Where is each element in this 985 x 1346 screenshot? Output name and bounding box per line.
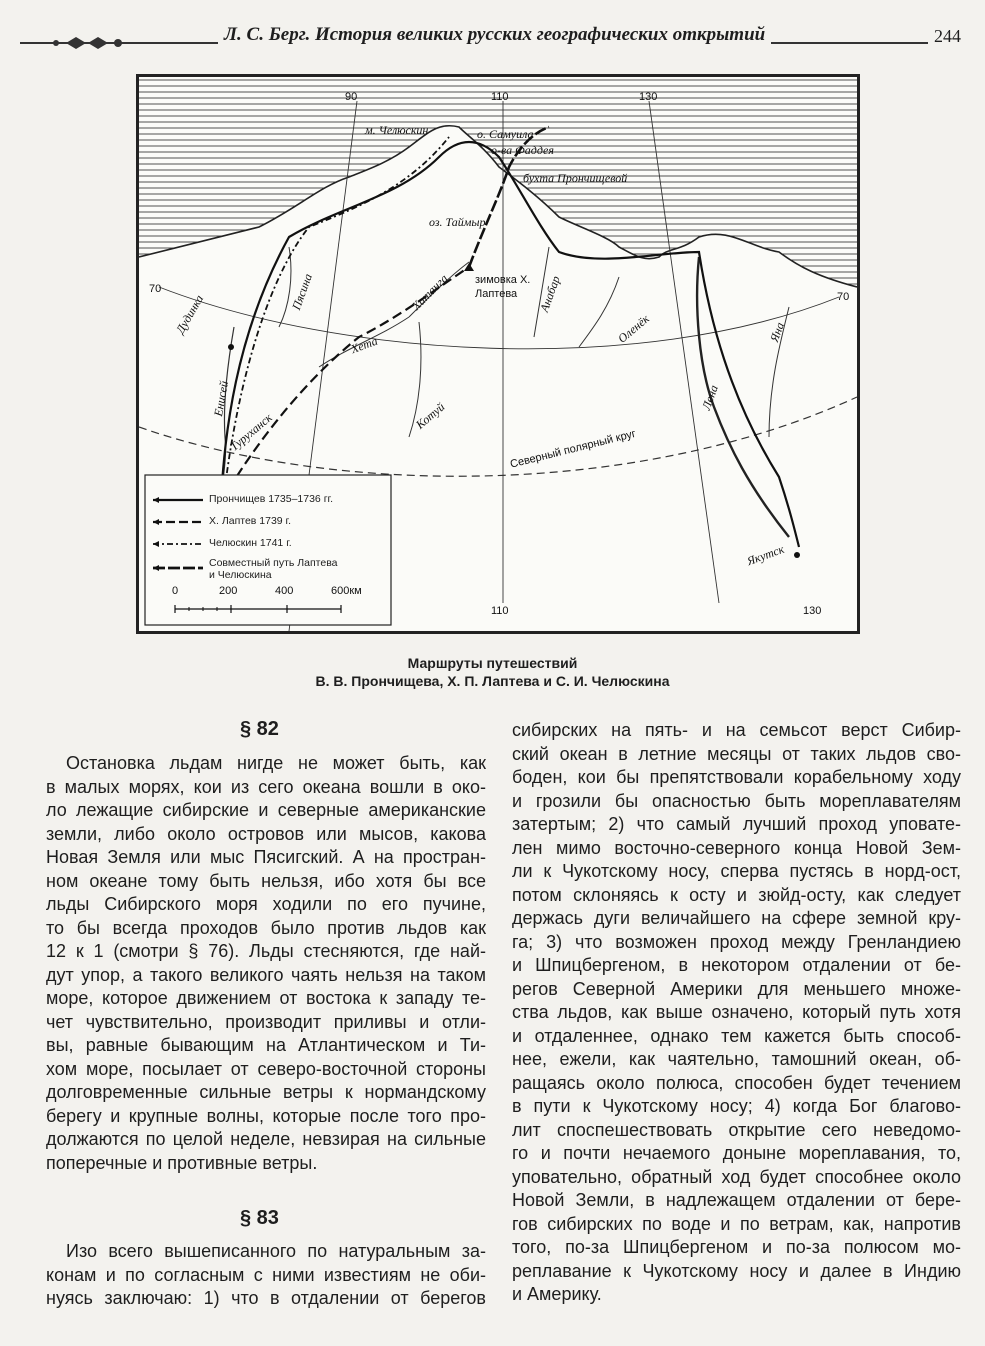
running-header	[0, 18, 985, 58]
yakutsk-marker	[794, 552, 800, 558]
label-kheta: Хета	[349, 333, 380, 357]
page-number: 244	[928, 26, 961, 47]
section-82-text: Остановка льдам нигде не может быть, как в малых морях, кои из сего океана вошли в око- ло лежащие сибирские и северные американские земли, либо около островов или мысов, какова Новая Земля или мыс Пясигский. А на простран- ном океане тому быть нельзя, ибо хотя бы все льды Сибирского моря ходили по его пучине, то бы всегда проходов было против льдов как 12 к 1 (смотри § 76). Льды стесняются, где най- дут упор, а такого великого чаять нельзя на таком море, которое движением от востока к западу те- чет чувствительно, производит приливы и отли- вы, равные бывающим на Атлантическом и Ти- хом море, посылает от северо-восточной стороны долговременные сильные ветры к нормандскому берегу и крупные волны, которые после того про- должаются по целой неделе, невзирая на сильные поперечные и противные ветры.	[46, 753, 486, 1173]
legend-item-chelyuskin: Челюскин 1741 г.	[151, 537, 391, 551]
label-arctic-circle: Северный полярный круг	[509, 427, 638, 471]
scale-bar	[171, 601, 371, 617]
scale-label-400: 400	[275, 585, 294, 597]
label-taimyr-lake: оз. Таймыр	[429, 215, 486, 229]
section-83-text: Изо всего вышеписанного по натуральным за- конам и по согласным с ними известиям не оби- нуясь заключаю: 1) что в отдалении от берегов	[46, 1241, 486, 1308]
label-laptev-winter: зимовка Х. Лаптева	[475, 274, 531, 300]
scale-label-0: 0	[172, 585, 179, 597]
scale-label-600: 600км	[331, 585, 362, 597]
dudinka-marker	[228, 344, 234, 350]
legend-item-laptev: Х. Лаптев 1739 г.	[151, 515, 391, 529]
ornament-icon	[26, 33, 146, 53]
legend-item-pronchishchev: Прончищев 1735–1736 гг.	[151, 493, 391, 507]
caption-line-1: Маршруты путешествий	[407, 655, 578, 671]
label-yakutsk: Якутск	[745, 541, 786, 569]
label-turukhansk: Туруханск	[227, 410, 275, 454]
legend-dashdot-line-icon	[151, 539, 205, 549]
arctic-sea	[139, 77, 857, 287]
book-title: Л. С. Берг. История великих русских географических открытий	[218, 24, 771, 46]
label-yenisei: Енисей	[211, 379, 232, 418]
label-top-90: 90	[345, 91, 358, 103]
legend-dashed-line-icon	[151, 517, 205, 527]
legend-item-joint: Совместный путь Лаптева и Челюскина	[151, 557, 391, 585]
legend-joint-line-icon	[151, 563, 205, 573]
label-top-110: 110	[491, 91, 509, 103]
map-caption	[0, 654, 985, 690]
label-faddeya: о-ва Фаддея	[491, 143, 554, 157]
label-pyasina: Пясина	[289, 271, 315, 312]
label-samuila: о. Самуила	[477, 127, 534, 141]
label-anabar: Анабар	[537, 273, 563, 314]
section-82-title: § 82	[240, 718, 279, 740]
route-map	[136, 74, 860, 634]
label-right-70: 70	[837, 291, 850, 303]
label-bottom-110: 110	[491, 605, 509, 617]
label-lena: Лена	[699, 383, 721, 412]
label-bottom-130: 130	[803, 605, 822, 617]
label-kotui: Котуй	[413, 399, 448, 432]
label-prochishcheva-bay: бухта Прончищевой	[523, 171, 628, 185]
label-cape-chelyuskin: м. Челюскин	[365, 123, 429, 137]
river-olenek	[579, 277, 619, 347]
label-left-70: 70	[149, 283, 162, 295]
scale-label-200: 200	[219, 585, 238, 597]
legend-solid-line-icon	[151, 495, 205, 505]
right-column-text: сибирских на пять- и на семьсот верст Сибир- ский океан в летние месяцы от таких льдов сво- боден, кои бы препятствовали корабельному ходу и грозили бы опасностью быть мореплавателям затертым; 2) что самый лучший проход уповате- лен мимо восточно-северного конца Новой Зем- ли к Чукотскому носу, сперва пустясь в норд-ост, потом склоняясь к осту и зюйд-осту, как следует держась дуги величайшего на сфере земной кру- га; 3) что возможен проход между Гренландиею и Шпицбергеном, в некотором отдалении от бе- регов Северной Америки для меньшего множе- ства льдов, как выше означено, который путь хотя и отдаленнее, однако тем кажется быть способ- нее, ежели, как чаятельно, тамошний океан, об- ращаясь около полюса, способен будет течением в пути к Чукотскому носу; 4) когда Бог благово- лит споспешествовать открытие сего неведомо- го и почти нечаемого доныне мореплавания, то, уповательно, обратный ход будет способнее около Новой Земли, в надлежащем отдалении от бере- гов сибирских по воде и по ветрам, как, напротив того, по-за Шпицбергеном и по-за полюсом мо- реплавание к Чукотскому носу и далее в Индию и Америку.	[512, 720, 961, 1304]
map-legend	[151, 479, 391, 619]
label-olenek: Оленёк	[615, 311, 652, 346]
label-yana: Яна	[767, 320, 787, 344]
label-top-130: 130	[639, 91, 658, 103]
label-khatanga: Хатанга	[409, 271, 451, 313]
caption-line-2: В. В. Прончищева, Х. П. Лаптева и С. И. Челюскина	[315, 673, 670, 689]
label-dudinka: Дудинка	[173, 292, 207, 336]
section-83-title: § 83	[240, 1207, 279, 1229]
